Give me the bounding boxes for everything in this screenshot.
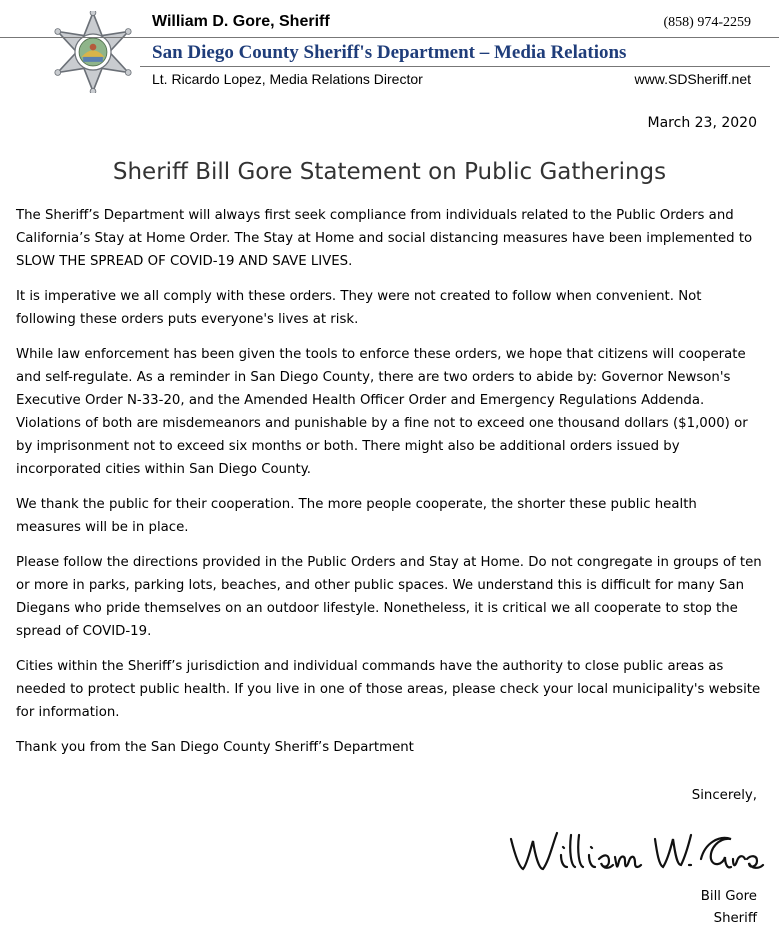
paragraph: It is imperative we all comply with these orders. They were not created to follow when convenient. Not following these orders puts everyone's lives at risk. (16, 289, 702, 327)
statement-body (16, 204, 764, 771)
sheriff-star-badge-icon (52, 11, 134, 93)
paragraph: Cities within the Sheriff’s jurisdiction and individual commands have the authority to close public areas as needed to protect public health. If you live in one of those areas, please check your local municipality's website for information. (16, 659, 761, 720)
header-divider-top (0, 37, 779, 38)
department-title: San Diego County Sheriff's Department – Media Relations (152, 42, 627, 63)
paragraph: We thank the public for their cooperation. The more people cooperate, the shorter these public health measures will be in place. (16, 497, 697, 535)
website-link[interactable]: www.SDSheriff.net (634, 71, 751, 87)
sheriff-name: William D. Gore, Sheriff (152, 13, 330, 30)
paragraph: Thank you from the San Diego County Sheriff’s Department (16, 740, 414, 755)
signer-block (701, 886, 757, 930)
phone-number: (858) 974-2259 (663, 15, 751, 30)
statement-date: March 23, 2020 (647, 115, 757, 131)
media-director: Lt. Ricardo Lopez, Media Relations Director (152, 71, 423, 87)
statement-title: Sheriff Bill Gore Statement on Public Gatherings (112, 159, 667, 185)
paragraph: While law enforcement has been given the tools to enforce these orders, we hope that citizens will cooperate and self-regulate. As a reminder in San Diego County, there are two orders to abide by: Governor Newson's Executive Order N-33-20, and the Amended Health Officer Order and Emergency Regulations Addenda. Violations of both are misdemeanors and punishable by a fine not to exceed one thousand dollars ($1,000) or by imprisonment not to exceed six months or both. There might also be additional orders issued by incorporated cities within San Diego County. (16, 347, 748, 477)
signature-image (505, 825, 767, 880)
header-divider-bottom (140, 66, 770, 67)
signer-name: Bill Gore (700, 889, 757, 904)
closing: Sincerely, (691, 788, 757, 803)
signer-title: Sheriff (713, 911, 757, 926)
paragraph: Please follow the directions provided in the Public Orders and Stay at Home. Do not congregate in groups of ten or more in parks, parking lots, beaches, and other public spaces. We understand this is difficult for many San Diegans who pride themselves on an outdoor lifestyle. Nonetheless, it is critical we all cooperate to stop the spread of COVID-19. (16, 555, 762, 639)
paragraph: The Sheriff’s Department will always first seek compliance from individuals related to the Public Orders and California’s Stay at Home Order. The Stay at Home and social distancing measures have been implemented to SLOW THE SPREAD OF COVID-19 AND SAVE LIVES. (16, 208, 753, 269)
